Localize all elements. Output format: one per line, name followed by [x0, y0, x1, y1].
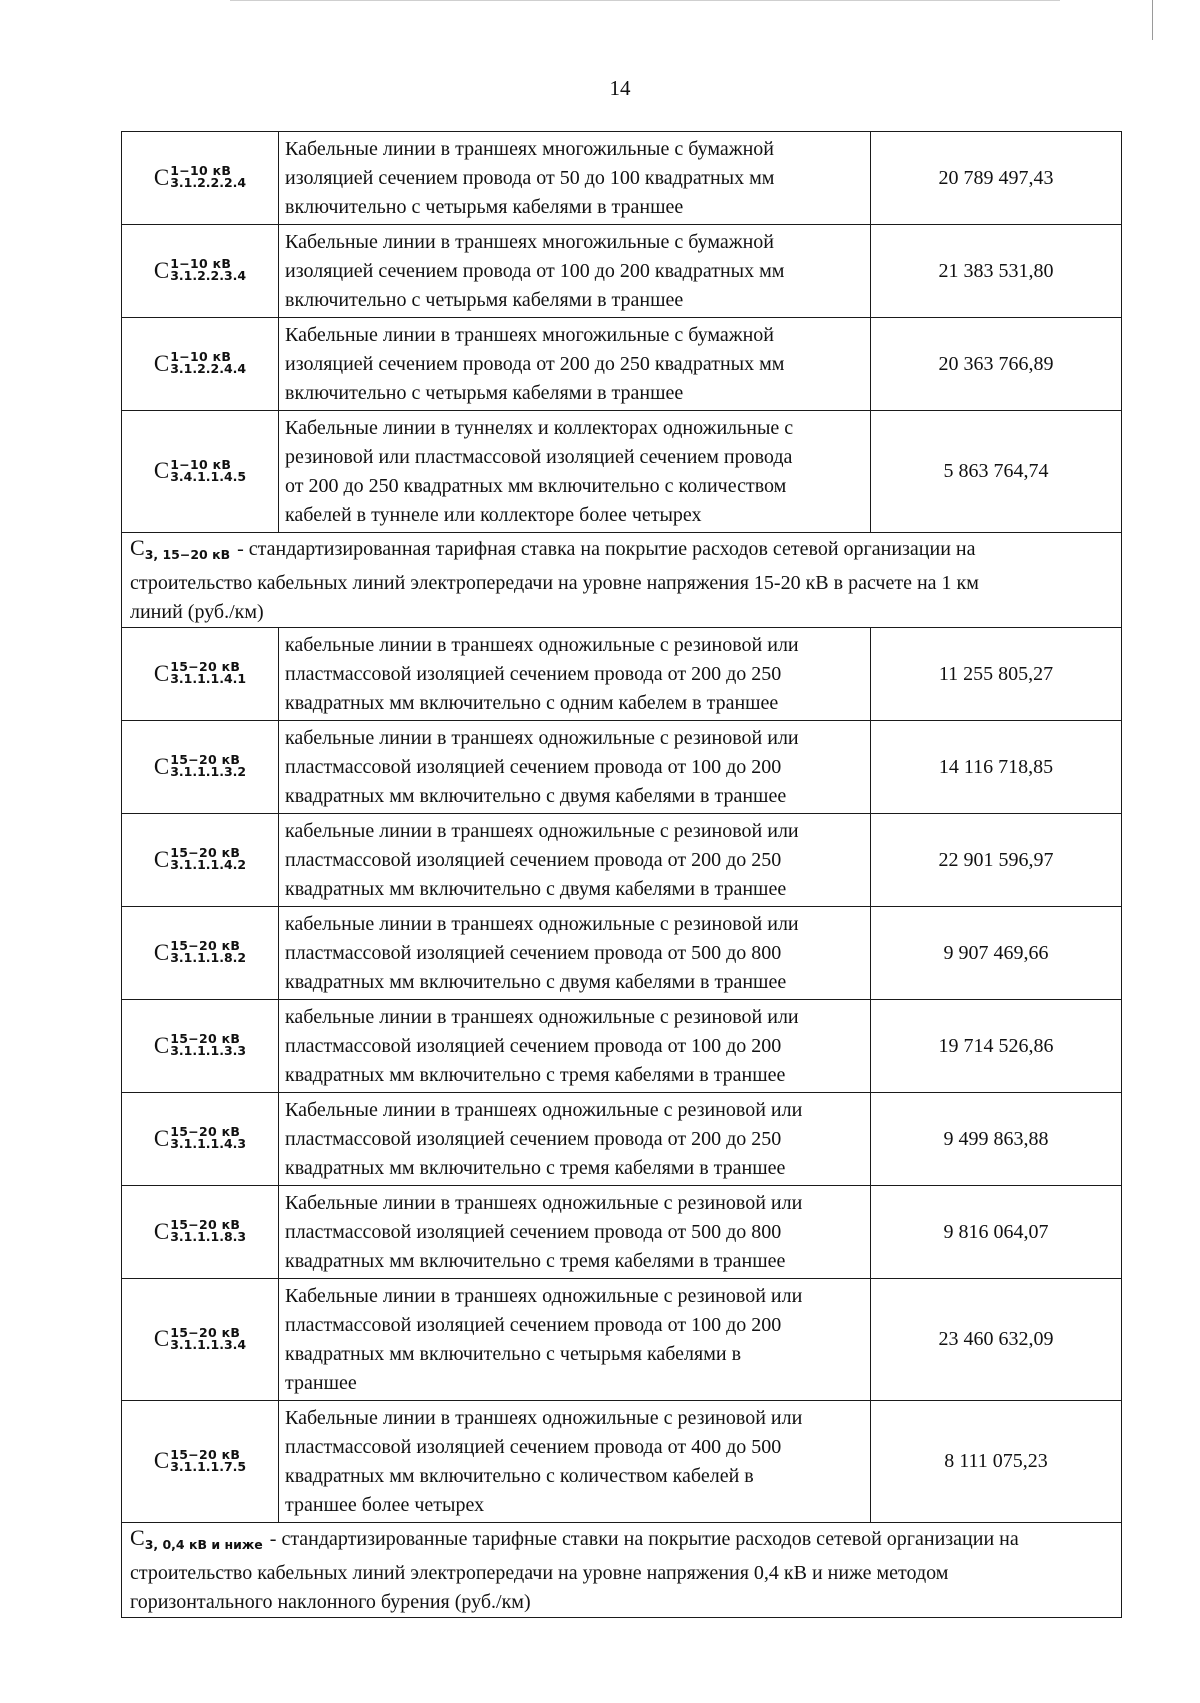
rate-code	[154, 845, 246, 874]
description-line: пластмассовой изоляцией сечением провода от 200 до 250	[285, 848, 782, 871]
rate-code-index: 3.1.2.2.3.4	[170, 268, 247, 283]
rate-code-symbol: C	[153, 164, 170, 190]
rate-symbol-subscript: 3, 0,4 кВ и ниже	[144, 1537, 263, 1552]
rate-value: 9 907 469,66	[871, 907, 1122, 1000]
tariff-table-body	[122, 132, 1122, 1618]
rate-code-symbol: C	[153, 257, 170, 283]
rate-value: 9 499 863,88	[871, 1093, 1122, 1186]
rate-code-symbol: C	[153, 660, 170, 686]
rate-value: 19 714 526,86	[871, 1000, 1122, 1093]
table-row	[122, 411, 1122, 533]
rate-code-voltage: 15−20 кВ	[170, 1124, 241, 1139]
description-line: включительно с четырьмя кабелями в траншее	[285, 381, 684, 404]
description-cell	[279, 1279, 871, 1401]
table-row	[122, 1279, 1122, 1401]
description-line: Кабельные линии в траншеях одножильные с резиновой или	[285, 1284, 803, 1307]
description-line: квадратных мм включительно с тремя кабелями в траншее	[285, 1156, 786, 1179]
description-line: кабельные линии в траншеях одножильные с резиновой или	[285, 726, 799, 749]
description-line: пластмассовой изоляцией сечением провода от 100 до 200	[285, 1034, 782, 1057]
description-cell	[279, 628, 871, 721]
section-text: строительство кабельных линий электропередачи на уровне напряжения 0,4 кВ и ниже методом	[130, 1562, 949, 1584]
table-row	[122, 225, 1122, 318]
rate-code-symbol: C	[153, 458, 170, 483]
table-row	[122, 1401, 1122, 1523]
rate-code	[154, 163, 246, 192]
description-line: Кабельные линии в траншеях одножильные с резиновой или	[285, 1191, 803, 1214]
rate-code-voltage: 1−10 кВ	[170, 163, 232, 178]
rate-code-index: 3.1.2.2.4.4	[170, 361, 247, 376]
table-row	[122, 132, 1122, 225]
description-line: Кабельные линии в туннелях и коллекторах одножильные с	[285, 416, 794, 439]
rate-code-index: 3.1.1.1.4.2	[170, 857, 247, 872]
rate-code-voltage: 15−20 кВ	[170, 938, 241, 953]
description-line: траншее	[285, 1371, 357, 1394]
section-description	[122, 1523, 1122, 1618]
rate-code-cell	[122, 318, 279, 411]
rate-code-symbol: C	[153, 1326, 170, 1351]
rate-code	[154, 1446, 246, 1475]
rate-code-indices	[170, 661, 246, 685]
rate-value: 21 383 531,80	[871, 225, 1122, 318]
description-line: кабельные линии в траншеях одножильные с резиновой или	[285, 819, 799, 842]
rate-code-cell	[122, 411, 279, 533]
table-row	[122, 814, 1122, 907]
rate-code-index: 3.1.1.1.4.1	[170, 671, 247, 686]
rate-code-voltage: 15−20 кВ	[170, 1031, 241, 1046]
description-line: квадратных мм включительно с двумя кабелями в траншее	[285, 784, 787, 807]
rate-symbol: С	[130, 535, 145, 560]
description-line: квадратных мм включительно с четырьмя кабелями в	[285, 1342, 742, 1365]
rate-code-cell	[122, 1279, 279, 1401]
section-text: - стандартизированная тарифная ставка на покрытие расходов сетевой организации на	[232, 538, 976, 560]
description-line: кабельные линии в траншеях одножильные с резиновой или	[285, 912, 799, 935]
table-row	[122, 1000, 1122, 1093]
description-cell	[279, 721, 871, 814]
description-line: квадратных мм включительно с тремя кабелями в траншее	[285, 1063, 786, 1086]
rate-code-indices	[170, 258, 246, 282]
rate-code-indices	[170, 456, 247, 484]
rate-code-indices	[170, 1219, 246, 1243]
rate-code-voltage: 15−20 кВ	[170, 659, 241, 674]
rate-code-cell	[122, 628, 279, 721]
description-line: изоляцией сечением провода от 100 до 200 квадратных мм	[285, 259, 785, 282]
section-header-row	[122, 533, 1122, 628]
description-cell	[279, 814, 871, 907]
rate-code-indices	[170, 1446, 247, 1474]
description-line: квадратных мм включительно с двумя кабелями в траншее	[285, 877, 787, 900]
description-line: включительно с четырьмя кабелями в траншее	[285, 288, 684, 311]
rate-code	[154, 1217, 246, 1246]
rate-code-indices	[170, 754, 246, 778]
description-line: пластмассовой изоляцией сечением провода от 100 до 200	[285, 755, 782, 778]
description-cell	[279, 318, 871, 411]
rate-code	[154, 456, 246, 485]
rate-code	[154, 1031, 246, 1060]
table-row	[122, 721, 1122, 814]
section-text: горизонтального наклонного бурения (руб./км)	[130, 1591, 531, 1613]
rate-code-voltage: 15−20 кВ	[170, 1446, 241, 1462]
scan-edge-line	[230, 0, 1060, 1]
description-line: пластмассовой изоляцией сечением провода от 200 до 250	[285, 1127, 782, 1150]
section-line	[130, 1523, 1113, 1559]
description-line: пластмассовой изоляцией сечением провода от 200 до 250	[285, 662, 782, 685]
description-line: пластмассовой изоляцией сечением провода от 500 до 800	[285, 941, 782, 964]
rate-code	[154, 938, 246, 967]
description-line: квадратных мм включительно с тремя кабелями в траншее	[285, 1249, 786, 1272]
description-line: Кабельные линии в траншеях многожильные с бумажной	[285, 230, 774, 253]
section-line	[130, 533, 1113, 569]
rate-code-symbol: C	[153, 939, 170, 965]
description-cell	[279, 411, 871, 533]
section-line	[130, 598, 1113, 627]
rate-code-symbol: C	[153, 846, 170, 872]
scan-edge-mark	[1152, 0, 1153, 40]
table-row	[122, 1093, 1122, 1186]
rate-value: 9 816 064,07	[871, 1186, 1122, 1279]
rate-code-voltage: 15−20 кВ	[170, 1217, 241, 1232]
rate-code-symbol: C	[153, 1448, 170, 1473]
table-row	[122, 907, 1122, 1000]
rate-code-voltage: 15−20 кВ	[170, 1324, 241, 1340]
rate-code-cell	[122, 1401, 279, 1523]
rate-code-cell	[122, 1186, 279, 1279]
rate-symbol: С	[130, 1525, 145, 1550]
rate-code-index: 3.1.1.1.8.3	[170, 1229, 247, 1244]
rate-code-indices	[170, 847, 246, 871]
description-cell	[279, 907, 871, 1000]
rate-code-index: 3.1.1.1.4.3	[170, 1136, 247, 1151]
description-line: Кабельные линии в траншеях одножильные с резиновой или	[285, 1406, 803, 1429]
description-line: Кабельные линии в траншеях многожильные с бумажной	[285, 137, 774, 160]
rate-code	[154, 1324, 246, 1353]
description-line: траншее более четырех	[285, 1493, 485, 1516]
rate-code-voltage: 1−10 кВ	[170, 256, 232, 271]
description-line: резиновой или пластмассовой изоляцией сечением провода	[285, 445, 793, 468]
rate-code-indices	[170, 1324, 247, 1352]
description-line: пластмассовой изоляцией сечением провода от 400 до 500	[285, 1435, 782, 1458]
rate-value: 5 863 764,74	[871, 411, 1122, 533]
description-line: кабельные линии в траншеях одножильные с резиновой или	[285, 633, 799, 656]
description-line: пластмассовой изоляцией сечением провода от 100 до 200	[285, 1313, 782, 1336]
description-cell	[279, 1000, 871, 1093]
rate-code-cell	[122, 907, 279, 1000]
page-number: 14	[609, 76, 631, 100]
rate-code-indices	[170, 351, 246, 375]
rate-value: 8 111 075,23	[871, 1401, 1122, 1523]
rate-code-index: 3.1.1.1.3.2	[170, 764, 247, 779]
rate-code-cell	[122, 132, 279, 225]
description-line: включительно с четырьмя кабелями в траншее	[285, 195, 684, 218]
rate-code-index: 3.1.1.1.3.3	[170, 1043, 247, 1058]
rate-code	[154, 659, 246, 688]
rate-code-indices	[170, 940, 246, 964]
rate-value: 14 116 718,85	[871, 721, 1122, 814]
description-line: изоляцией сечением провода от 50 до 100 квадратных мм	[285, 166, 775, 189]
description-line: от 200 до 250 квадратных мм включительно с количеством	[285, 474, 787, 497]
description-cell	[279, 225, 871, 318]
rate-code-index: 3.1.1.1.3.4	[170, 1336, 247, 1352]
rate-code-voltage: 1−10 кВ	[170, 349, 232, 364]
section-text: линий (руб./км)	[130, 601, 264, 623]
rate-code-cell	[122, 814, 279, 907]
rate-value: 11 255 805,27	[871, 628, 1122, 721]
description-line: квадратных мм включительно с двумя кабелями в траншее	[285, 970, 787, 993]
description-line: кабелей в туннеле или коллекторе более четырех	[285, 503, 702, 526]
rate-code-index: 3.1.2.2.2.4	[170, 175, 247, 190]
rate-code-symbol: C	[153, 1218, 170, 1244]
rate-code	[154, 349, 246, 378]
rate-value: 23 460 632,09	[871, 1279, 1122, 1401]
tariff-table	[121, 131, 1122, 1618]
rate-code-cell	[122, 1093, 279, 1186]
rate-code-cell	[122, 225, 279, 318]
section-line	[130, 1559, 1113, 1588]
description-line: квадратных мм включительно с количеством кабелей в	[285, 1464, 754, 1487]
rate-code-cell	[122, 721, 279, 814]
section-text: - стандартизированные тарифные ставки на покрытие расходов сетевой организации на	[264, 1528, 1019, 1550]
rate-code-cell	[122, 1000, 279, 1093]
rate-symbol-subscript: 3, 15−20 кВ	[144, 547, 231, 562]
rate-code	[154, 256, 246, 285]
rate-code-index: 3.1.1.1.7.5	[170, 1458, 247, 1474]
rate-value: 20 363 766,89	[871, 318, 1122, 411]
table-row	[122, 1186, 1122, 1279]
section-text: строительство кабельных линий электропередачи на уровне напряжения 15-20 кВ в расчете на 1 км	[130, 572, 979, 594]
description-line: Кабельные линии в траншеях многожильные с бумажной	[285, 323, 774, 346]
description-cell	[279, 1186, 871, 1279]
description-line: пластмассовой изоляцией сечением провода от 500 до 800	[285, 1220, 782, 1243]
rate-value: 20 789 497,43	[871, 132, 1122, 225]
rate-code-voltage: 15−20 кВ	[170, 752, 241, 767]
rate-code-symbol: C	[153, 1125, 170, 1151]
description-cell	[279, 1401, 871, 1523]
rate-code-voltage: 15−20 кВ	[170, 845, 241, 860]
description-cell	[279, 1093, 871, 1186]
section-line	[130, 569, 1113, 598]
rate-code-indices	[170, 165, 246, 189]
description-line: квадратных мм включительно с одним кабелем в траншее	[285, 691, 779, 714]
rate-value: 22 901 596,97	[871, 814, 1122, 907]
section-header-row	[122, 1523, 1122, 1618]
description-line: кабельные линии в траншеях одножильные с резиновой или	[285, 1005, 799, 1028]
table-row	[122, 628, 1122, 721]
table-row	[122, 318, 1122, 411]
rate-code	[154, 752, 246, 781]
description-line: Кабельные линии в траншеях одножильные с резиновой или	[285, 1098, 803, 1121]
section-description	[122, 533, 1122, 628]
rate-code-symbol: C	[153, 350, 170, 376]
rate-code-symbol: C	[153, 1032, 170, 1058]
rate-code-voltage: 1−10 кВ	[170, 456, 232, 472]
rate-code-indices	[170, 1126, 246, 1150]
rate-code-index: 3.4.1.1.4.5	[170, 468, 247, 484]
rate-code-symbol: C	[153, 753, 170, 779]
rate-code-indices	[170, 1033, 246, 1057]
section-line	[130, 1588, 1113, 1617]
rate-code-index: 3.1.1.1.8.2	[170, 950, 247, 965]
rate-code	[154, 1124, 246, 1153]
description-cell	[279, 132, 871, 225]
description-line: изоляцией сечением провода от 200 до 250 квадратных мм	[285, 352, 785, 375]
